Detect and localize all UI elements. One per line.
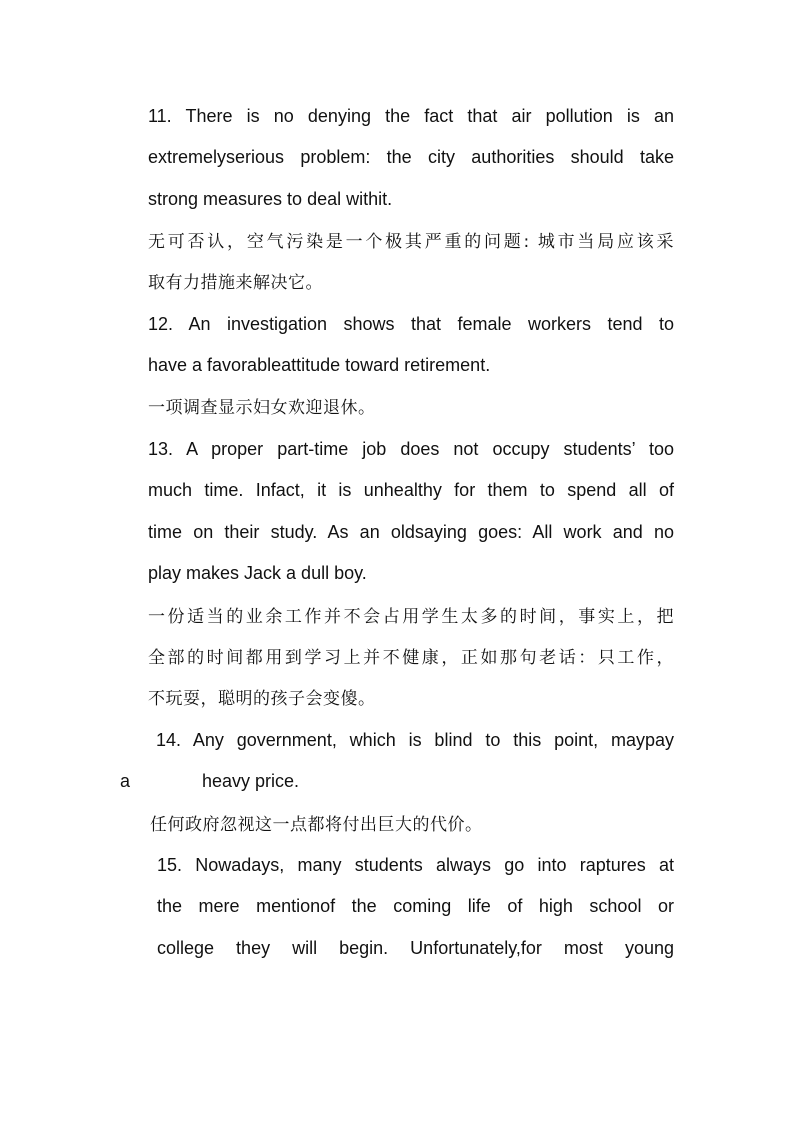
item-11-en-line-1: 11. There is no denying the fact that air pollution is an: [148, 106, 674, 126]
item-12-cn-line-1: 一项调查显示妇女欢迎退休。: [148, 398, 376, 418]
item-14-en-line-2b: heavy price.: [202, 771, 300, 791]
item-12-en-line-2: have a favorableattitude toward retirement.: [148, 355, 491, 375]
item-15-en-line-3: college they will begin. Unfortunately,for most young: [157, 938, 674, 958]
item-13-cn-line-3: 不玩耍，聪明的孩子会变傻。: [148, 689, 376, 709]
item-11-cn-line-2: 取有力措施来解决它。: [148, 273, 323, 293]
item-13-en-line-3: time on their study. As an oldsaying goes: All work and no: [148, 522, 674, 542]
item-13-en-line-2: much time. Infact, it is unhealthy for them to spend all of: [148, 480, 674, 500]
item-12-en-line-1: 12. An investigation shows that female workers tend to: [148, 314, 674, 334]
item-15-en-line-2: the mere mentionof the coming life of high school or: [157, 896, 674, 916]
item-13-en-line-4: play makes Jack a dull boy.: [148, 563, 367, 583]
item-14-en-line-1: 14. Any government, which is blind to this point, maypay: [156, 730, 674, 750]
item-15-en-line-1: 15. Nowadays, many students always go into raptures at: [157, 855, 674, 875]
item-14-cn-line-1: 任何政府忽视这一点都将付出巨大的代价。: [150, 815, 483, 835]
item-13-cn-line-1: 一份适当的业余工作并不会占用学生太多的时间，事实上，把: [148, 607, 674, 627]
item-13-en-line-1: 13. A proper part-time job does not occupy students’ too: [148, 439, 674, 459]
item-11-cn-line-1: 无可否认，空气污染是一个极其严重的问题: 城市当局应该采: [148, 232, 674, 252]
item-11-en-line-3: strong measures to deal withit.: [148, 189, 393, 209]
item-14-en-line-2a: a: [120, 771, 131, 791]
item-13-cn-line-2: 全部的时间都用到学习上并不健康，正如那句老话：只工作，: [148, 648, 674, 668]
item-11-en-line-2: extremelyserious problem: the city authorities should take: [148, 147, 674, 167]
